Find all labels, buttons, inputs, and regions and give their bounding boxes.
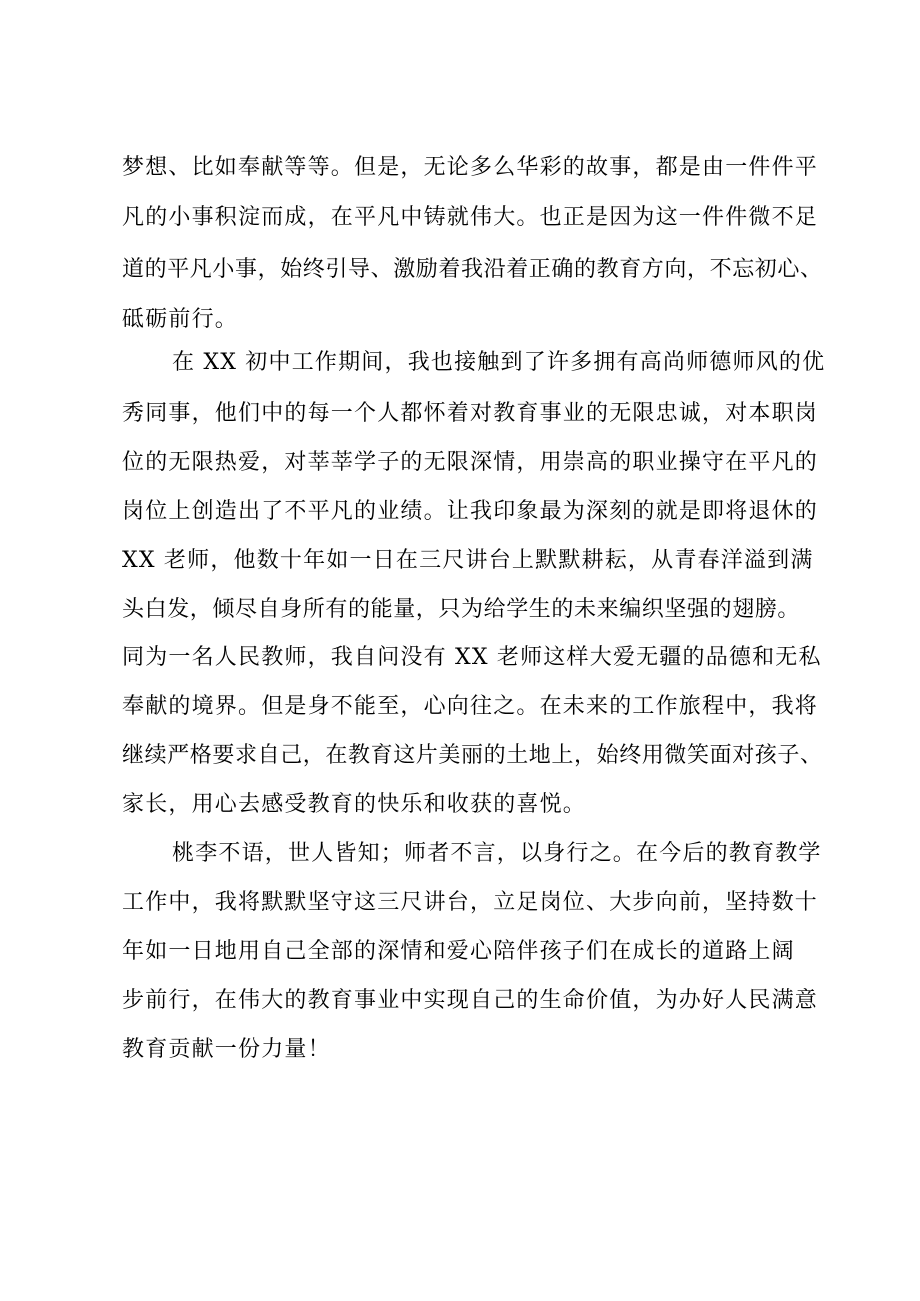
text-line: 道的平凡小事，始终引导、激励着我沿着正确的教育方向，不忘初心、 <box>122 257 823 282</box>
text-line: 工作中，我将默默坚守这三尺讲台，立足岗位、大步向前，坚持数十 <box>122 890 819 915</box>
text-line: 步前行，在伟大的教育事业中实现自己的生命价值，为办好人民满意 <box>122 988 819 1013</box>
text-line: 桃李不语，世人皆知；师者不言，以身行之。在今后的教育教学 <box>172 841 822 866</box>
text-line: 家长，用心去感受教育的快乐和收获的喜悦。 <box>122 792 587 817</box>
text-line: 凡的小事积淀而成，在平凡中铸就伟大。也正是因为这一件件微不足 <box>122 205 819 230</box>
text-line: 秀同事，他们中的每一个人都怀着对教育事业的无限忠诚，对本职岗 <box>122 401 819 426</box>
text-line: 位的无限热爱，对莘莘学子的无限深情，用崇高的职业操守在平凡的 <box>122 450 819 475</box>
text-line: 在 XX 初中工作期间，我也接触到了许多拥有高尚师德师风的优 <box>172 350 826 375</box>
text-line: 砥砺前行。 <box>122 307 239 332</box>
text-line: 同为一名人民教师，我自问没有 XX 老师这样大爱无疆的品德和无私 <box>122 645 822 670</box>
text-line: 教育贡献一份力量！ <box>122 1037 331 1062</box>
text-line: 奉献的境界。但是身不能至，心向往之。在未来的工作旅程中，我将 <box>122 694 819 719</box>
text-line: 梦想、比如奉献等等。但是，无论多么华彩的故事，都是由一件件平 <box>122 155 819 180</box>
text-line: 继续严格要求自己，在教育这片美丽的土地上，始终用微笑面对孩子、 <box>122 743 823 768</box>
text-line: 头白发，倾尽自身所有的能量，只为给学生的未来编织坚强的翅膀。 <box>122 597 801 622</box>
text-line: 年如一日地用自己全部的深情和爱心陪伴孩子们在成长的道路上阔 <box>122 939 795 964</box>
text-line: XX 老师，他数十年如一日在三尺讲台上默默耕耘，从青春洋溢到满 <box>122 548 814 573</box>
text-line: 岗位上创造出了不平凡的业绩。让我印象最为深刻的就是即将退休的 <box>122 499 819 524</box>
